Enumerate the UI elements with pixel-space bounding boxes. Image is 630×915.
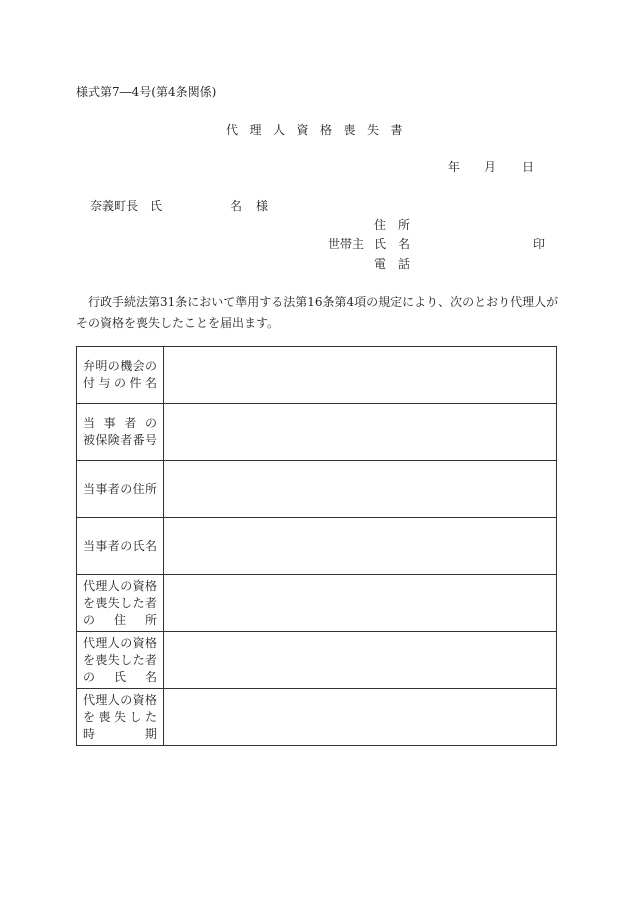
- table-row: [77, 689, 557, 746]
- row-label-line: 弁明の機会の: [83, 359, 157, 373]
- row-label: [77, 461, 164, 518]
- row-value-field[interactable]: [164, 461, 557, 518]
- table-row: [77, 632, 557, 689]
- document-title: [226, 122, 414, 138]
- row-label-line: 代理人の資格: [83, 692, 157, 707]
- title-char: 書: [390, 123, 403, 137]
- row-value-field[interactable]: [164, 518, 557, 575]
- title-char: 代: [226, 123, 239, 137]
- title-char: 人: [273, 123, 286, 137]
- applicant-address-label: 住 所: [374, 218, 411, 232]
- row-value-field[interactable]: [164, 404, 557, 461]
- date-day: 日: [522, 160, 535, 174]
- row-label-line: 被保険者番号: [83, 433, 157, 447]
- table-row: [77, 347, 557, 404]
- row-value-field[interactable]: [164, 632, 557, 689]
- date-line: [448, 159, 534, 175]
- table-row: [77, 404, 557, 461]
- row-label-line: 付与の件名: [83, 376, 157, 390]
- row-label-line: 代理人の資格: [83, 578, 157, 593]
- row-value-field[interactable]: [164, 689, 557, 746]
- row-label-line: の氏名: [83, 669, 157, 684]
- applicant-phone-label: 電 話: [374, 257, 411, 271]
- seal-label: 印: [533, 237, 546, 251]
- row-value-field[interactable]: [164, 575, 557, 632]
- table-row: [77, 461, 557, 518]
- title-char: 喪: [343, 123, 356, 137]
- row-label-line: 代理人の資格: [83, 635, 157, 650]
- row-value-field[interactable]: [164, 347, 557, 404]
- row-label-line: を喪失した者: [83, 595, 157, 610]
- row-label-line: の住所: [83, 612, 157, 627]
- addressee-name-label: 名: [230, 199, 243, 213]
- form-number: 様式第7―4号(第4条関係): [76, 85, 217, 99]
- table-row: [77, 575, 557, 632]
- title-char: 資: [296, 123, 309, 137]
- body-text: 行政手続法第31条において準用する法第16条第4項の規定により、次のとおり代理人がその資格を喪失したことを届出ます。: [76, 295, 559, 330]
- date-month: 月: [484, 160, 497, 174]
- title-char: 理: [249, 123, 262, 137]
- row-label: [77, 518, 164, 575]
- row-label: [77, 575, 164, 632]
- row-label-line: 当事者の氏名: [83, 538, 157, 553]
- addressee-suffix: 様: [256, 199, 269, 213]
- applicant-householder-label: 世帯主: [328, 237, 365, 251]
- table-row: [77, 518, 557, 575]
- title-char: 失: [367, 123, 380, 137]
- row-label-line: 当事者の住所: [83, 481, 157, 496]
- row-label-line: を喪失した: [83, 709, 157, 724]
- row-label-line: 当事者の: [83, 416, 157, 430]
- row-label: [77, 404, 164, 461]
- date-year: 年: [448, 160, 461, 174]
- title-char: 格: [320, 123, 333, 137]
- addressee: 奈義町長 氏: [90, 199, 163, 213]
- info-table: [76, 346, 557, 746]
- row-label: [77, 632, 164, 689]
- row-label-line: 時期: [83, 726, 157, 741]
- applicant-name-label: 氏 名: [374, 237, 411, 251]
- row-label: [77, 347, 164, 404]
- row-label-line: を喪失した者: [83, 652, 157, 667]
- row-label: [77, 689, 164, 746]
